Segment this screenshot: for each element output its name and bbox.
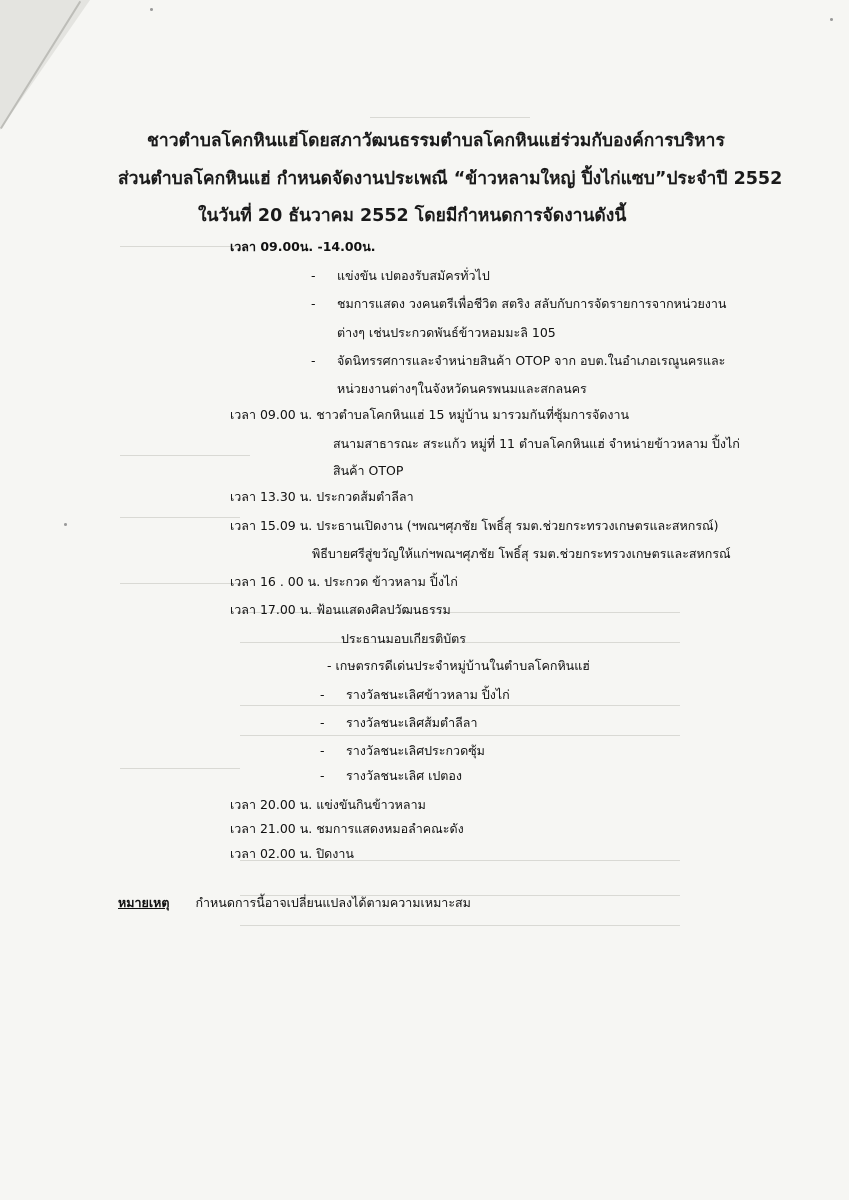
schedule-time-2: เวลา 09.00 น. ชาวตำบลโคกหินแฮ่ 15 หมู่บ้าน มารวมกันที่ซุ้มการจัดงาน	[230, 407, 630, 422]
scan-speck	[830, 18, 833, 21]
scan-speck	[150, 8, 153, 11]
schedule-time-8: เวลา 21.00 น. ชมการแสดงหมอลำคณะดัง	[230, 821, 464, 836]
award-title: ประธานมอบเกียรติบัตร	[341, 631, 466, 646]
footnote-text: กำหนดการนี้อาจเปลี่ยนแปลงได้ตามความเหมาะสม	[195, 895, 471, 910]
activity-item-2: - ชมการแสดง วงคนตรีเพื่อชีวิต สตริง สลับกับการจัดรายการจากหน่วยงาน	[311, 296, 727, 311]
activity-text: ชมการแสดง วงคนตรีเพื่อชีวิต สตริง สลับกับการจัดรายการจากหน่วยงาน	[337, 296, 727, 311]
bleedthrough-line	[120, 246, 240, 247]
award-text: รางวัลชนะเลิศส้มตำลีลา	[346, 715, 478, 730]
schedule-time-5: เวลา 16 . 00 น. ประกวด ข้าวหลาม ปิ้งไก่	[230, 574, 458, 589]
schedule-time-1: เวลา 09.00น. -14.00น.	[230, 239, 376, 254]
award-item-1: - เกษตรกรดีเด่นประจำหมู่บ้านในตำบลโคกหินแฮ่	[327, 658, 590, 673]
schedule-time-3: เวลา 13.30 น. ประกวดส้มตำลีลา	[230, 489, 414, 504]
award-item-2: - รางวัลชนะเลิศข้าวหลาม ปิ้งไก่	[320, 687, 510, 702]
award-item-3: - รางวัลชนะเลิศส้มตำลีลา	[320, 715, 478, 730]
schedule-time-2-cont: สนามสาธารณะ สระแก้ว หมู่ที่ 11 ตำบลโคกหินแฮ่ จำหน่ายข้าวหลาม ปิ้งไก่	[333, 436, 740, 451]
activity-text: จัดนิทรรศการและจำหน่ายสินค้า OTOP จาก อบต.ในอำเภอเรณูนครและ	[337, 353, 726, 368]
bleedthrough-line	[370, 117, 530, 118]
heading-line-1: ชาวตำบลโคกหินแฮ่โดยสภาวัฒนธรรมตำบลโคกหินแฮ่ร่วมกับองค์การบริหาร	[147, 131, 725, 151]
activity-text: แข่งขัน เปตองรับสมัครทั่วไป	[337, 268, 490, 283]
award-item-4: - รางวัลชนะเลิศประกวดซุ้ม	[320, 743, 485, 758]
schedule-time-7: เวลา 20.00 น. แข่งขันกินข้าวหลาม	[230, 797, 426, 812]
bleedthrough-line	[120, 517, 240, 518]
schedule-time-6: เวลา 17.00 น. ฟ้อนแสดงศิลปวัฒนธรรม	[230, 602, 451, 617]
award-text: รางวัลชนะเลิศประกวดซุ้ม	[346, 743, 485, 758]
footnote-label: หมายเหตุ	[118, 895, 170, 910]
schedule-time-9: เวลา 02.00 น. ปิดงาน	[230, 846, 354, 861]
award-item-5: - รางวัลชนะเลิศ เปตอง	[320, 768, 463, 783]
heading-line-3: ในวันที่ 20 ธันวาคม 2552 โดยมีกำหนดการจัดงานดังนี้	[198, 206, 627, 226]
activity-item-2-cont: ต่างๆ เช่นประกวดพันธ์ข้าวหอมมะลิ 105	[337, 325, 556, 340]
schedule-time-4: เวลา 15.09 น. ประธานเปิดงาน (ฯพณฯศุภชัย โพธิ์สุ รมต.ช่วยกระทรวงเกษตรและสหกรณ์)	[230, 518, 719, 533]
bleedthrough-line	[240, 735, 680, 736]
schedule-time-2-cont-2: สินค้า OTOP	[333, 463, 404, 478]
scan-speck	[64, 523, 67, 526]
heading-line-2: ส่วนตำบลโคกหินแฮ่ กำหนดจัดงานประเพณี “ข้าวหลามใหญ่ ปิ้งไก่แซบ”ประจำปี 2552	[118, 169, 783, 189]
bleedthrough-line	[240, 925, 680, 926]
activity-item-3: - จัดนิทรรศการและจำหน่ายสินค้า OTOP จาก อบต.ในอำเภอเรณูนครและ	[311, 353, 726, 368]
bleedthrough-line	[120, 583, 240, 584]
award-text: รางวัลชนะเลิศ เปตอง	[346, 768, 463, 783]
folded-corner	[0, 0, 90, 130]
activity-item-3-cont: หน่วยงานต่างๆในจังหวัดนครพนมและสกลนคร	[337, 381, 587, 396]
bleedthrough-line	[240, 705, 680, 706]
schedule-time-4-cont: พิธีบายศรีสู่ขวัญให้แก่ฯพณฯศุภชัย โพธิ์สุ รมต.ช่วยกระทรวงเกษตรและสหกรณ์	[312, 546, 731, 561]
bleedthrough-line	[120, 768, 240, 769]
footnote	[118, 893, 471, 913]
bleedthrough-line	[120, 455, 250, 456]
activity-item-1: - แข่งขัน เปตองรับสมัครทั่วไป	[311, 268, 490, 283]
award-text: รางวัลชนะเลิศข้าวหลาม ปิ้งไก่	[346, 687, 510, 702]
